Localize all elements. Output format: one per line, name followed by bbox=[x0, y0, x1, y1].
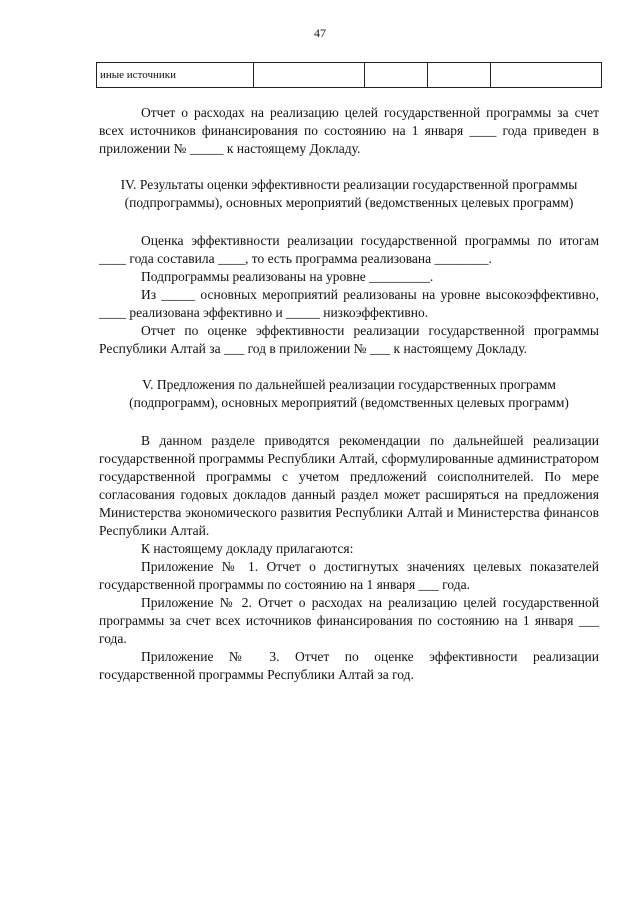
section-iv-paragraph: Подпрограммы реализованы на уровне _________. bbox=[141, 269, 434, 284]
appendix-item: Приложение № 2. Отчет о расходах на реализацию целей государственной программы за счет всех источников финансирования по состоянию на 1 января ___ года. bbox=[99, 595, 599, 646]
section-iv-paragraph: Отчет по оценке эффективности реализации государственной программы Республики Алтай за ___ год в приложении № ___ к настоящему Докладу. bbox=[99, 323, 599, 356]
section-v-paragraph: К настоящему докладу прилагаются: bbox=[141, 541, 354, 556]
document-body bbox=[99, 104, 599, 684]
page-number: 47 bbox=[314, 26, 326, 40]
section-iv-paragraph: Оценка эффективности реализации государственной программы по итогам ____ года составила ____, то есть программа реализована ________. bbox=[99, 233, 599, 266]
section-v-paragraph: В данном разделе приводятся рекомендации по дальнейшей реализации государственной программы Республики Алтай, сформулированные администратором государственной программы с учетом предложений соисполнителей. По мере согласования годовых докладов данный раздел может расширяться на предложения Министерства экономического развития Республики Алтай и Министерства финансов Республики Алтай. bbox=[99, 433, 599, 538]
table-cell bbox=[428, 63, 491, 88]
appendix-item: Приложение № 1. Отчет о достигнутых значениях целевых показателей государственной программы по состоянию на 1 января ___ года. bbox=[99, 559, 599, 592]
expense-table-fragment bbox=[96, 62, 602, 88]
table-cell bbox=[365, 63, 428, 88]
appendix-item: Приложение № 3. Отчет по оценке эффективности реализации государственной программы Республики Алтай за год. bbox=[99, 649, 599, 682]
table-cell bbox=[491, 63, 602, 88]
intro-paragraph: Отчет о расходах на реализацию целей государственной программы за счет всех источников финансирования по состоянию на 1 января ____ года приведен в приложении № _____ к настоящему Докладу. bbox=[99, 105, 599, 156]
table-cell-label: иные источники bbox=[97, 63, 254, 88]
section-v-title: V. Предложения по дальнейшей реализации государственных программ (подпрограмм), основных мероприятий (ведомственных целевых программ) bbox=[129, 377, 569, 410]
section-iv-title: IV. Результаты оценки эффективности реализации государственной программы (подпрограммы), основных мероприятий (ведомственных целевых программ) bbox=[120, 177, 578, 210]
section-iv-paragraph: Из _____ основных мероприятий реализованы на уровне высокоэффективно, ____ реализована эффективно и _____ низкоэффективно. bbox=[99, 287, 599, 320]
table-cell bbox=[254, 63, 365, 88]
